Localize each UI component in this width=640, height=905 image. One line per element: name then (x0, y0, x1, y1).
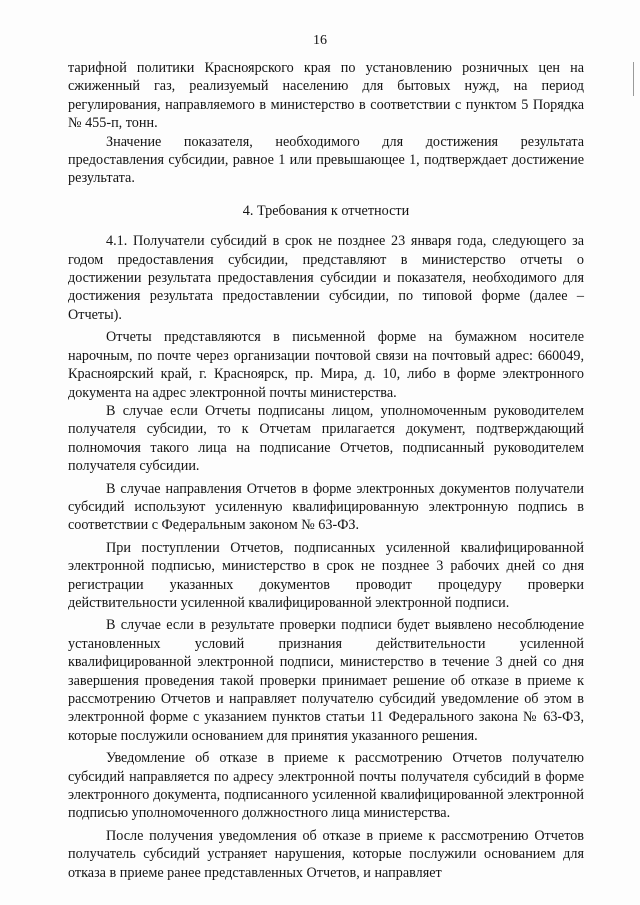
paragraph-continuation: тарифной политики Красноярского края по установлению розничных цен на сжиженный газ, реализуемый населению для бытовых нужд, на период регулирования, направляемого в министерство в соответствии с пунктом 5 Порядка № 455-п, тонн. (68, 60, 584, 132)
scan-margin-mark (633, 62, 634, 96)
paragraph-electronic-signature: В случае направления Отчетов в форме электронных документов получатели субсидий используют усиленную квалифицированную электронную подпись в соответствии с Федеральным законом № 63-ФЗ. (68, 480, 584, 534)
paragraph-refusal-notice: Уведомление об отказе в приеме к рассмотрению Отчетов получателю субсидий направляется по адресу электронной почты получателя субсидий в форме электронного документа, подписанного усиленной квалифицированной электронной подписью уполномоченного должностного лица министерства. (68, 750, 584, 822)
section-heading: 4. Требования к отчетности (242, 202, 410, 219)
paragraph-authorized-signer: В случае если Отчеты подписаны лицом, уполномоченным руководителем получателя субсидии, то к Отчетам прилагается документ, подтверждающий полномочия такого лица на подписание Отчетов, подписанный руководителем получателя субсидии. (68, 402, 584, 475)
paragraph-4-1: 4.1. Получатели субсидий в срок не позднее 23 января года, следующего за годом предоставления субсидии, представляют в министерство отчеты о достижении результата предоставления субсидии и показателя, необходимого для достижения результата предоставлении субсидии, по типовой форме (далее – Отчеты). (68, 233, 584, 323)
paragraph-signature-verification: При поступлении Отчетов, подписанных усиленной квалифицированной электронной подписью, министерство в срок не позднее 3 рабочих дней со дня регистрации указанных документов проводит процедуру проверки действительности усиленной квалифицированной электронной подписи. (68, 539, 584, 611)
paragraph-indicator-value: Значение показателя, необходимого для достижения результата предоставления субсидии, равное 1 или превышающее 1, подтверждает достижение результата. (68, 133, 584, 187)
page-number: 16 (313, 33, 327, 48)
paragraph-after-refusal: После получения уведомления об отказе в приеме к рассмотрению Отчетов получатель субсидий устраняет нарушения, которые послужили основанием для отказа в приеме ранее представленных Отчетов, и направляет (68, 827, 584, 881)
paragraph-verification-failure: В случае если в результате проверки подписи будет выявлено несоблюдение установленных условий признания действительности усиленной квалифицированной электронной подписи, министерство в течение 3 дней со дня завершения проведения такой проверки принимает решение об отказе в приеме к рассмотрению Отчетов и направляет получателю субсидий уведомление об этом в электронной форме с указанием пунктов статьи 11 Федерального закона № 63-ФЗ, которые послужили основанием для принятия указанного решения. (68, 617, 584, 744)
document-body (68, 59, 584, 882)
paragraph-report-submission: Отчеты представляются в письменной форме на бумажном носителе нарочным, по почте через организации почтовой связи на почтовый адрес: 660049, Красноярский край, г. Красноярск, пр. Мира, д. 10, либо в форме электронного документа на адрес электронной почты министерства. (68, 329, 584, 401)
